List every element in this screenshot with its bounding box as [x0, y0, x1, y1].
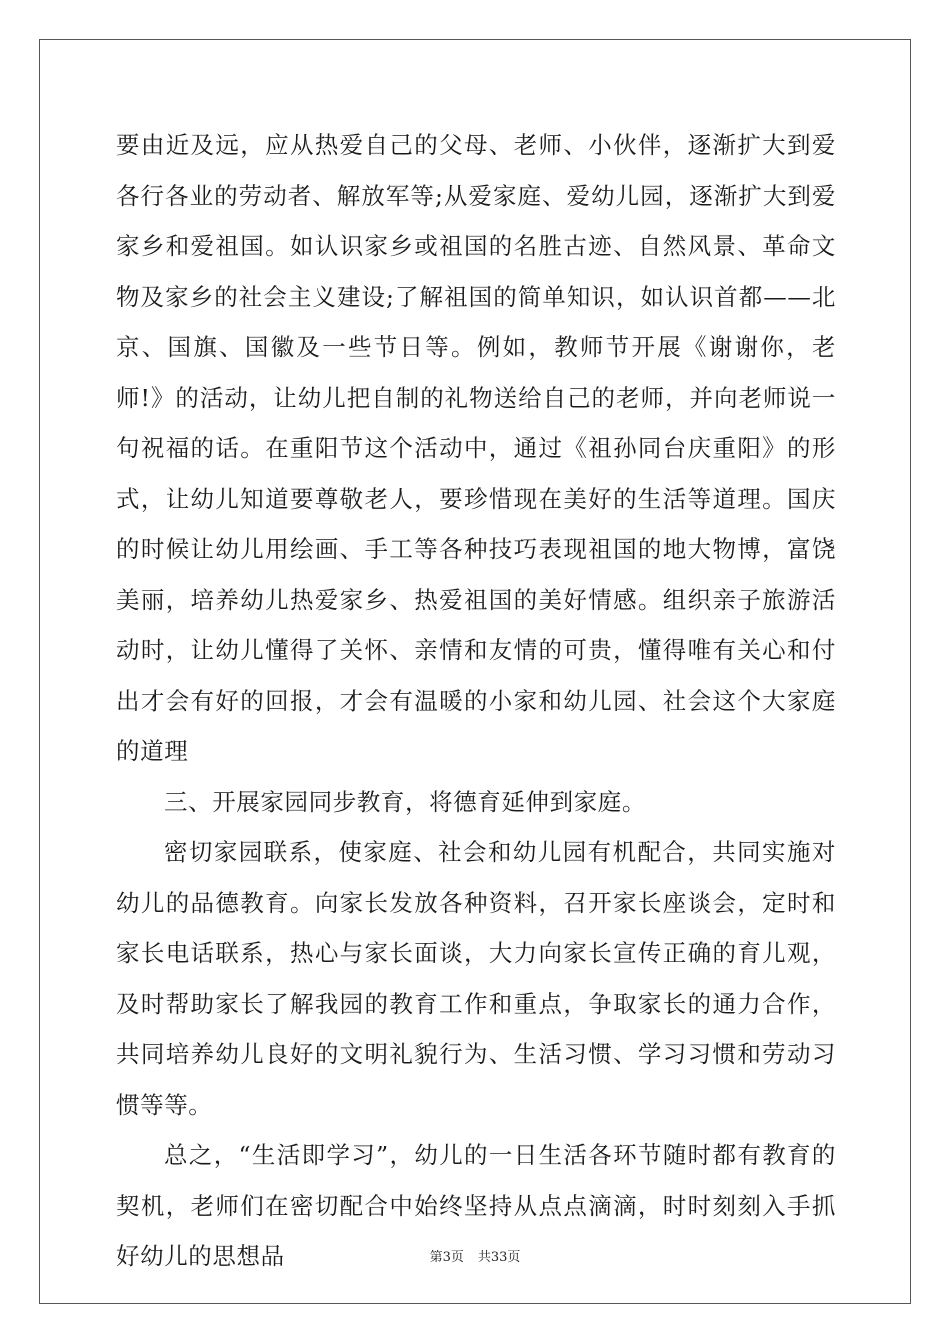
- paragraph-summary: 总之，“生活即学习”，幼儿的一日生活各环节随时都有教育的契机，老师们在密切配合中始终坚持从点点滴滴，时时刻刻入手抓好幼儿的思想品: [116, 1141, 836, 1270]
- section-heading: 三、开展家园同步教育，将德育延伸到家庭。: [164, 787, 646, 816]
- page-footer: [0, 1246, 950, 1265]
- document-body: [116, 120, 836, 1282]
- paragraph-continuation: 要由近及远，应从热爱自己的父母、老师、小伙伴，逐渐扩大到爱各行各业的劳动者、解放军等;从爱家庭、爱幼儿园，逐渐扩大到爱家乡和爱祖国。如认识家乡或祖国的名胜古迹、自然风景、革命文物及家乡的社会主义建设;了解祖国的简单知识，如认识首都——北京、国旗、国徽及一些节日等。例如，教师节开展《谢谢你，老师!》的活动，让幼儿把自制的礼物送给自己的老师，并向老师说一句祝福的话。在重阳节这个活动中，通过《祖孙同台庆重阳》的形式，让幼儿知道要尊敬老人，要珍惜现在美好的生活等道理。国庆的时候让幼儿用绘画、手工等各种技巧表现祖国的地大物博，富饶美丽，培养幼儿热爱家乡、热爱祖国的美好情感。组织亲子旅游活动时，让幼儿懂得了关怀、亲情和友情的可贵，懂得唯有关心和付出才会有好的回报，才会有温暖的小家和幼儿园、社会这个大家庭的道理: [116, 131, 836, 765]
- page-number: 第3页: [429, 1250, 464, 1265]
- page-total: 共33页: [477, 1250, 521, 1265]
- paragraph-home-school: 密切家园联系，使家庭、社会和幼儿园有机配合，共同实施对幼儿的品德教育。向家长发放各种资料，召开家长座谈会，定时和家长电话联系，热心与家长面谈，大力向家长宣传正确的育儿观，及时帮助家长了解我园的教育工作和重点，争取家长的通力合作，共同培养幼儿良好的文明礼貌行为、生活习惯、学习习惯和劳动习惯等等。: [116, 838, 836, 1119]
